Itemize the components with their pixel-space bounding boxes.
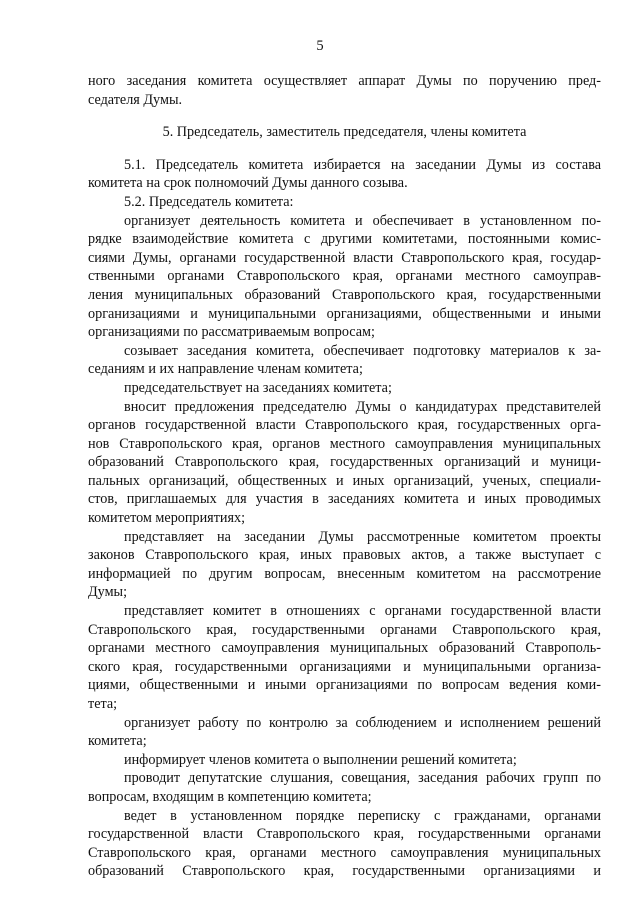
- text-line: вносит предложения председателю Думы о кандидатурах представителей: [124, 398, 601, 415]
- text-line: стов, приглашаемых для участия в заседаниях комитета и иных проводимых: [88, 491, 601, 508]
- paragraph-gap: [88, 109, 601, 123]
- text-line: Думы;: [88, 584, 128, 601]
- text-line: организует работу по контролю за соблюдением и исполнением решений: [124, 714, 601, 731]
- text-line: ного заседания комитета осуществляет аппарат Думы по поручению пред-: [88, 73, 601, 89]
- text-line: рядке взаимодействие комитета с другими комитетами, постоянными комис-: [88, 231, 601, 248]
- text-line: ственными органами Ставропольского края, органами местного самоуправ-: [88, 268, 601, 285]
- text-line: ления муниципальных образований Ставропольского края, государственными: [88, 286, 601, 303]
- text-line: организациями по рассматриваемым вопросам;: [88, 324, 375, 341]
- text-line: проводит депутатские слушания, совещания, заседания рабочих групп по: [124, 770, 601, 787]
- section-heading: 5. Председатель, заместитель председателя, члены комитета: [162, 124, 527, 141]
- text-line: комитета на срок полномочий Думы данного созыва.: [88, 175, 408, 192]
- text-line: вопросам, входящим в компетенцию комитета;: [88, 788, 372, 805]
- text-line: организациями и муниципальными организациями, общественными и иными: [88, 305, 601, 322]
- text-line: ского края, государственными организациями и муниципальными организа-: [88, 658, 601, 675]
- text-line: представляет на заседании Думы рассмотренные комитетом проекты: [124, 528, 601, 545]
- text-line: образований Ставропольского края, государственных организаций и муници-: [88, 454, 601, 471]
- text-line: информацией по другим вопросам, внесенным комитетом на рассмотрение: [88, 565, 601, 582]
- text-line: 5.1. Председатель комитета избирается на заседании Думы из состава: [124, 156, 601, 173]
- text-line: органами местного самоуправления муниципальных образований Ставрополь-: [88, 640, 601, 657]
- text-line: председательствует на заседаниях комитета;: [124, 379, 392, 396]
- text-line: 5.2. Председатель комитета:: [124, 193, 294, 210]
- text-line: тета;: [88, 696, 118, 712]
- text-line: седаниям и их направление членам комитета;: [88, 361, 363, 378]
- text-line: сиями Думы, органами государственной власти Ставропольского края, государ-: [88, 249, 601, 266]
- text-line: Ставропольского края, государственными органами Ставропольского края,: [88, 621, 601, 638]
- document-body: [88, 72, 601, 881]
- text-line: организует деятельность комитета и обеспечивает в установленном по-: [124, 212, 601, 229]
- page-number: 5: [316, 38, 324, 54]
- text-line: комитетом мероприятиях;: [88, 510, 246, 527]
- text-line: органов государственной власти Ставропольского края, государственных орга-: [88, 417, 601, 434]
- text-line: образований Ставропольского края, государственными организациями и: [88, 863, 601, 880]
- text-line: Ставропольского края, органами местного самоуправления муниципальных: [88, 844, 601, 861]
- text-line: комитета;: [88, 733, 147, 750]
- text-line: нов Ставропольского края, органов местного самоуправления муниципальных: [88, 435, 601, 452]
- text-line: созывает заседания комитета, обеспечивает подготовку материалов к за-: [124, 342, 601, 359]
- text-line: седателя Думы.: [88, 91, 183, 108]
- text-line: пальных организаций, общественных и иных организаций, ученых, специали-: [88, 472, 601, 489]
- paragraph-gap: [88, 142, 601, 156]
- text-line: законов Ставропольского края, иных правовых актов, а также выступает с: [88, 547, 601, 564]
- text-line: государственной власти Ставропольского края, государственными органами: [88, 826, 601, 843]
- text-line: циями, общественными и иными организациями по вопросам ведения коми-: [88, 677, 601, 694]
- text-line: информирует членов комитета о выполнении решений комитета;: [124, 751, 517, 768]
- text-line: ведет в установленном порядке переписку с гражданами, органами: [124, 807, 601, 824]
- text-line: представляет комитет в отношениях с органами государственной власти: [124, 603, 601, 620]
